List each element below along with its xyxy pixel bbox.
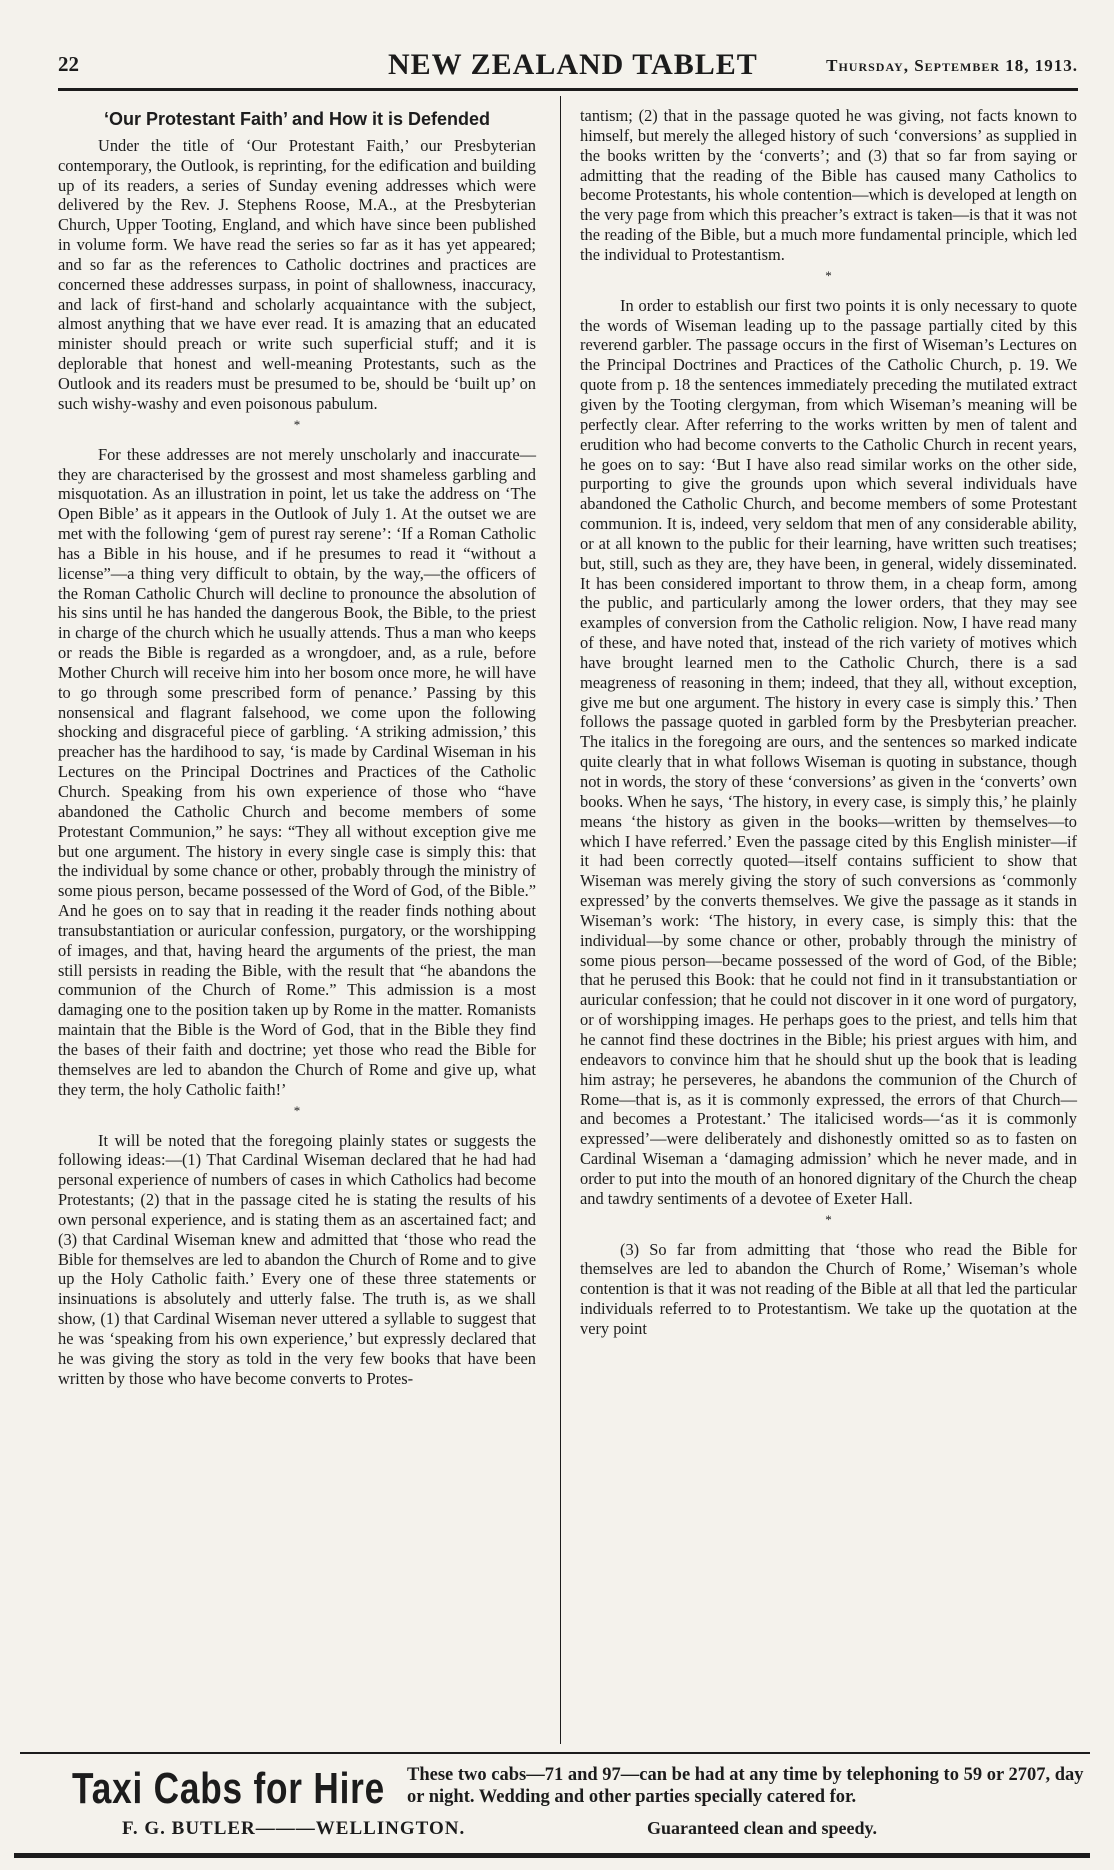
taxi-advertisement (62, 1758, 1092, 1850)
article-paragraph: (3) So far from admitting that ‘those who read the Bible for themselves are led to abandon the Church of Rome,’ Wiseman’s whole contention is that it was not reading of the Bible at all that led the particular individuals referred to to Protestantism. We take up the quotation at the very point (580, 1239, 1077, 1338)
article-paragraph: For these addresses are not merely unscholarly and inaccurate—they are characterised by the grossest and most shameless garbling and misquotation. As an illustration in point, let us take the address on ‘The Open Bible’ as it appears in the Outlook of July 1. At the outset we are met with the following ‘gem of purest ray serene’: ‘If a Roman Catholic has a Bible in his house, and if he presumes to read it “without a license”—a thing very difficult to obtain, by the way,—the officers of the Roman Catholic Church will decline to pronounce the absolution of his sins until he has handed the dangerous Book, the Bible, to the priest in charge of the church which he usually attends. Thus a man who keeps or reads the Bible is regarded as a wrongdoer, and, as a rule, before Mother Church will receive him into her bosom once more, he will have to go through some prescribed form of penance.’ Passing by this nonsensical and flagrant falsehood, we come upon the following shocking and disgraceful piece of garbling. ‘A striking admission,’ this preacher has the hardihood to say, ‘is made by Cardinal Wiseman in his Lectures on the Principal Doctrines and Practices of the Catholic Church. Speaking from his own experience of those who “have abandoned the Catholic Church and become members of some Protestant Communion,” he says: “They all without exception give me but one argument. The history in every single case is simply this: that the individual by some chance or other, probably through the ministry of some pious person, became possessed of the Word of God, of the Bible.” And he goes on to say that in reading it the reader finds nothing about transubstantiation or auricular confession, purgatory, or the worshipping of images, and that, having heard the arguments of the priest, the man still persists in reading the Bible, with the result that “he abandons the communion of the Church of Rome.” This admission is a most damaging one to the position taken up by Rome in the matter. Romanists maintain that the Bible is the Word of God, that in the Bible they find the bases of their faith and doctrine; yet those who read the Bible for themselves are led to abandon the Church of Rome and give up, what they term, the holy Catholic faith!’ (58, 444, 536, 1099)
footer-rule (14, 1853, 1090, 1858)
issue-date: Thursday, September 18, 1913. (826, 56, 1078, 75)
article-paragraph: In order to establish our first two points it is only necessary to quote the words of Wiseman leading up to the passage partially cited by this reverend garbler. The passage occurs in the first of Wiseman’s Lectures on the Principal Doctrines and Practices of the Catholic Church, p. 19. We quote from p. 18 the sentences immediately preceding the mutilated extract given by the Tooting clergyman, from which Wiseman’s meaning will be perfectly clear. After referring to the works written by men of talent and erudition who had become converts to the Catholic Church in recent years, he goes on to say: ‘But I have also read similar works on the other side, purporting to give the grounds upon which several individuals have abandoned the Catholic Church, and become members of some Protestant communion. It is, indeed, very seldom that men of any considerable ability, or at all known to the public for their learning, have written such treatises; but, still, such as they are, they have been, in general, widely disseminated. It has been considered important to throw them, in a cheap form, among the public, and particularly among the lower orders, that they may see examples of conversion from the Catholic religion. Now, I have read many of these, and have noted that, instead of the rich variety of motives which have brought learned men to the Catholic Church, there is a sad meagreness of reasoning in them; indeed, that they all, without exception, give me but one argument. The history in every case is simply this.’ Then follows the passage quoted in garbled form by the Presbyterian preacher. The italics in the foregoing are ours, and the sentences so marked indicate quite clearly that in what follows Wiseman is quoting in substance, though not in words, the story of these ‘conversions’ as given in the ‘converts’ own books. When he says, ‘The history, in every case, is simply this,’ he plainly means ‘the history as given in the books—written by themselves—to which I have referred.’ Even the passage cited by this English minister—if it had been correctly quoted—itself contains sufficient to show that Wiseman was merely giving the story of such conversions as ‘commonly expressed’ by the converts themselves. We give the passage as it stands in Wiseman’s work: ‘The history, in every case, is simply this: that the individual—by some chance or other, probably through the ministry of some pious person—became possessed of the word of God, of the Bible; that he perused this Book: that he could not find in it transubstantiation or auricular confession; that he could not discover in it one word of purgatory, or of worshipping images. He perhaps goes to the priest, and tells him that he cannot find these doctrines in the Bible; his priest argues with him, and endeavors to convince him that he should shut up the book that is leading him astray; he perseveres, he abandons the communion of the Church of Rome—that is, as it is commonly expressed, the errors of that Church—and becomes a Protestant.’ The italicised words—‘as it is commonly expressed’—were deliberately and dishonestly omitted so as to fasten on Cardinal Wiseman a ‘damaging admission’ which he never made, and in order to put into the mouth of an honored dignitary of the Church the cheap and tawdry sentiments of a devotee of Exeter Hall. (580, 295, 1077, 1208)
article-paragraph: tantism; (2) that in the passage quoted he was giving, not facts known to himself, but merely the alleged history of such ‘conversions’ as supplied in the books written by the ‘converts’; and (3) that so far from saying or admitting that the reading of the Bible has caused many Catholics to become Protestants, his whole contention—which is developed at length on the very page from which this preacher’s extract is taken—is that it was not the reading of the Bible, but a much more fundamental principle, which led the individual to Protestantism. (580, 106, 1077, 264)
left-column (58, 106, 536, 1388)
ad-guarantee: Guaranteed clean and speedy. (647, 1818, 878, 1838)
right-column (580, 106, 1077, 1339)
article-title: ‘Our Protestant Faith’ and How it is Defended (103, 109, 491, 129)
section-separator: * (825, 1211, 832, 1227)
page-header (58, 48, 1078, 88)
ad-body: These two cabs—71 and 97—can be had at any time by telephoning to 59 or 2707, day or night. Wedding and other parties specially catered for. (407, 1765, 1084, 1807)
section-separator: * (293, 416, 301, 432)
ad-proprietor: F. G. BUTLER———WELLINGTON. (122, 1818, 466, 1839)
column-divider (560, 96, 561, 1744)
header-rule (58, 88, 1078, 91)
article-paragraph: It will be noted that the foregoing plainly states or suggests the following ideas:—(1) That Cardinal Wiseman declared that he had had personal experience of numbers of cases in which Catholics had become Protestants; (2) that in the passage cited he is stating the results of his own personal experience, and is stating them as an ascertained fact; and (3) that Cardinal Wiseman knew and admitted that ‘those who read the Bible for themselves are led to abandon the Church of Rome and to give up the Holy Catholic faith.’ Every one of these three statements or insinuations is absolutely and utterly false. The truth is, as we shall show, (1) that Cardinal Wiseman never uttered a syllable to suggest that he was ‘speaking from his own experience,’ but expressly declared that he was giving the story as told in the very few books that have been written by those who have become converts to Protes- (58, 1130, 536, 1388)
page-number: 22 (58, 52, 79, 76)
section-separator: * (825, 267, 832, 283)
ad-headline: Taxi Cabs for Hire (72, 1764, 386, 1813)
article-bottom-rule (20, 1752, 1090, 1754)
section-separator: * (293, 1102, 301, 1118)
article-paragraph: Under the title of ‘Our Protestant Faith,’ our Presbyterian contemporary, the Outlook, is reprinting, for the edification and building up of its readers, a series of Sunday evening addresses which were delivered by the Rev. J. Stephens Roose, M.A., at the Presbyterian Church, Upper Tooting, England, and which have since been published in volume form. We have read the series so far as it has yet appeared; and so far as the references to Catholic doctrines and practices are concerned these addresses surpass, in point of shallowness, inaccuracy, and lack of first-hand and scholarly acquaintance with the subject, almost anything that we have ever read. It is amazing that an educated minister should preach or write such superficial stuff; and it is deplorable that honest and well-meaning Protestants, such as the Outlook and its readers must be presumed to be, should be ‘built up’ on such wishy-washy and even poisonous pabulum. (58, 135, 536, 413)
paper-title: NEW ZEALAND TABLET (388, 48, 758, 81)
